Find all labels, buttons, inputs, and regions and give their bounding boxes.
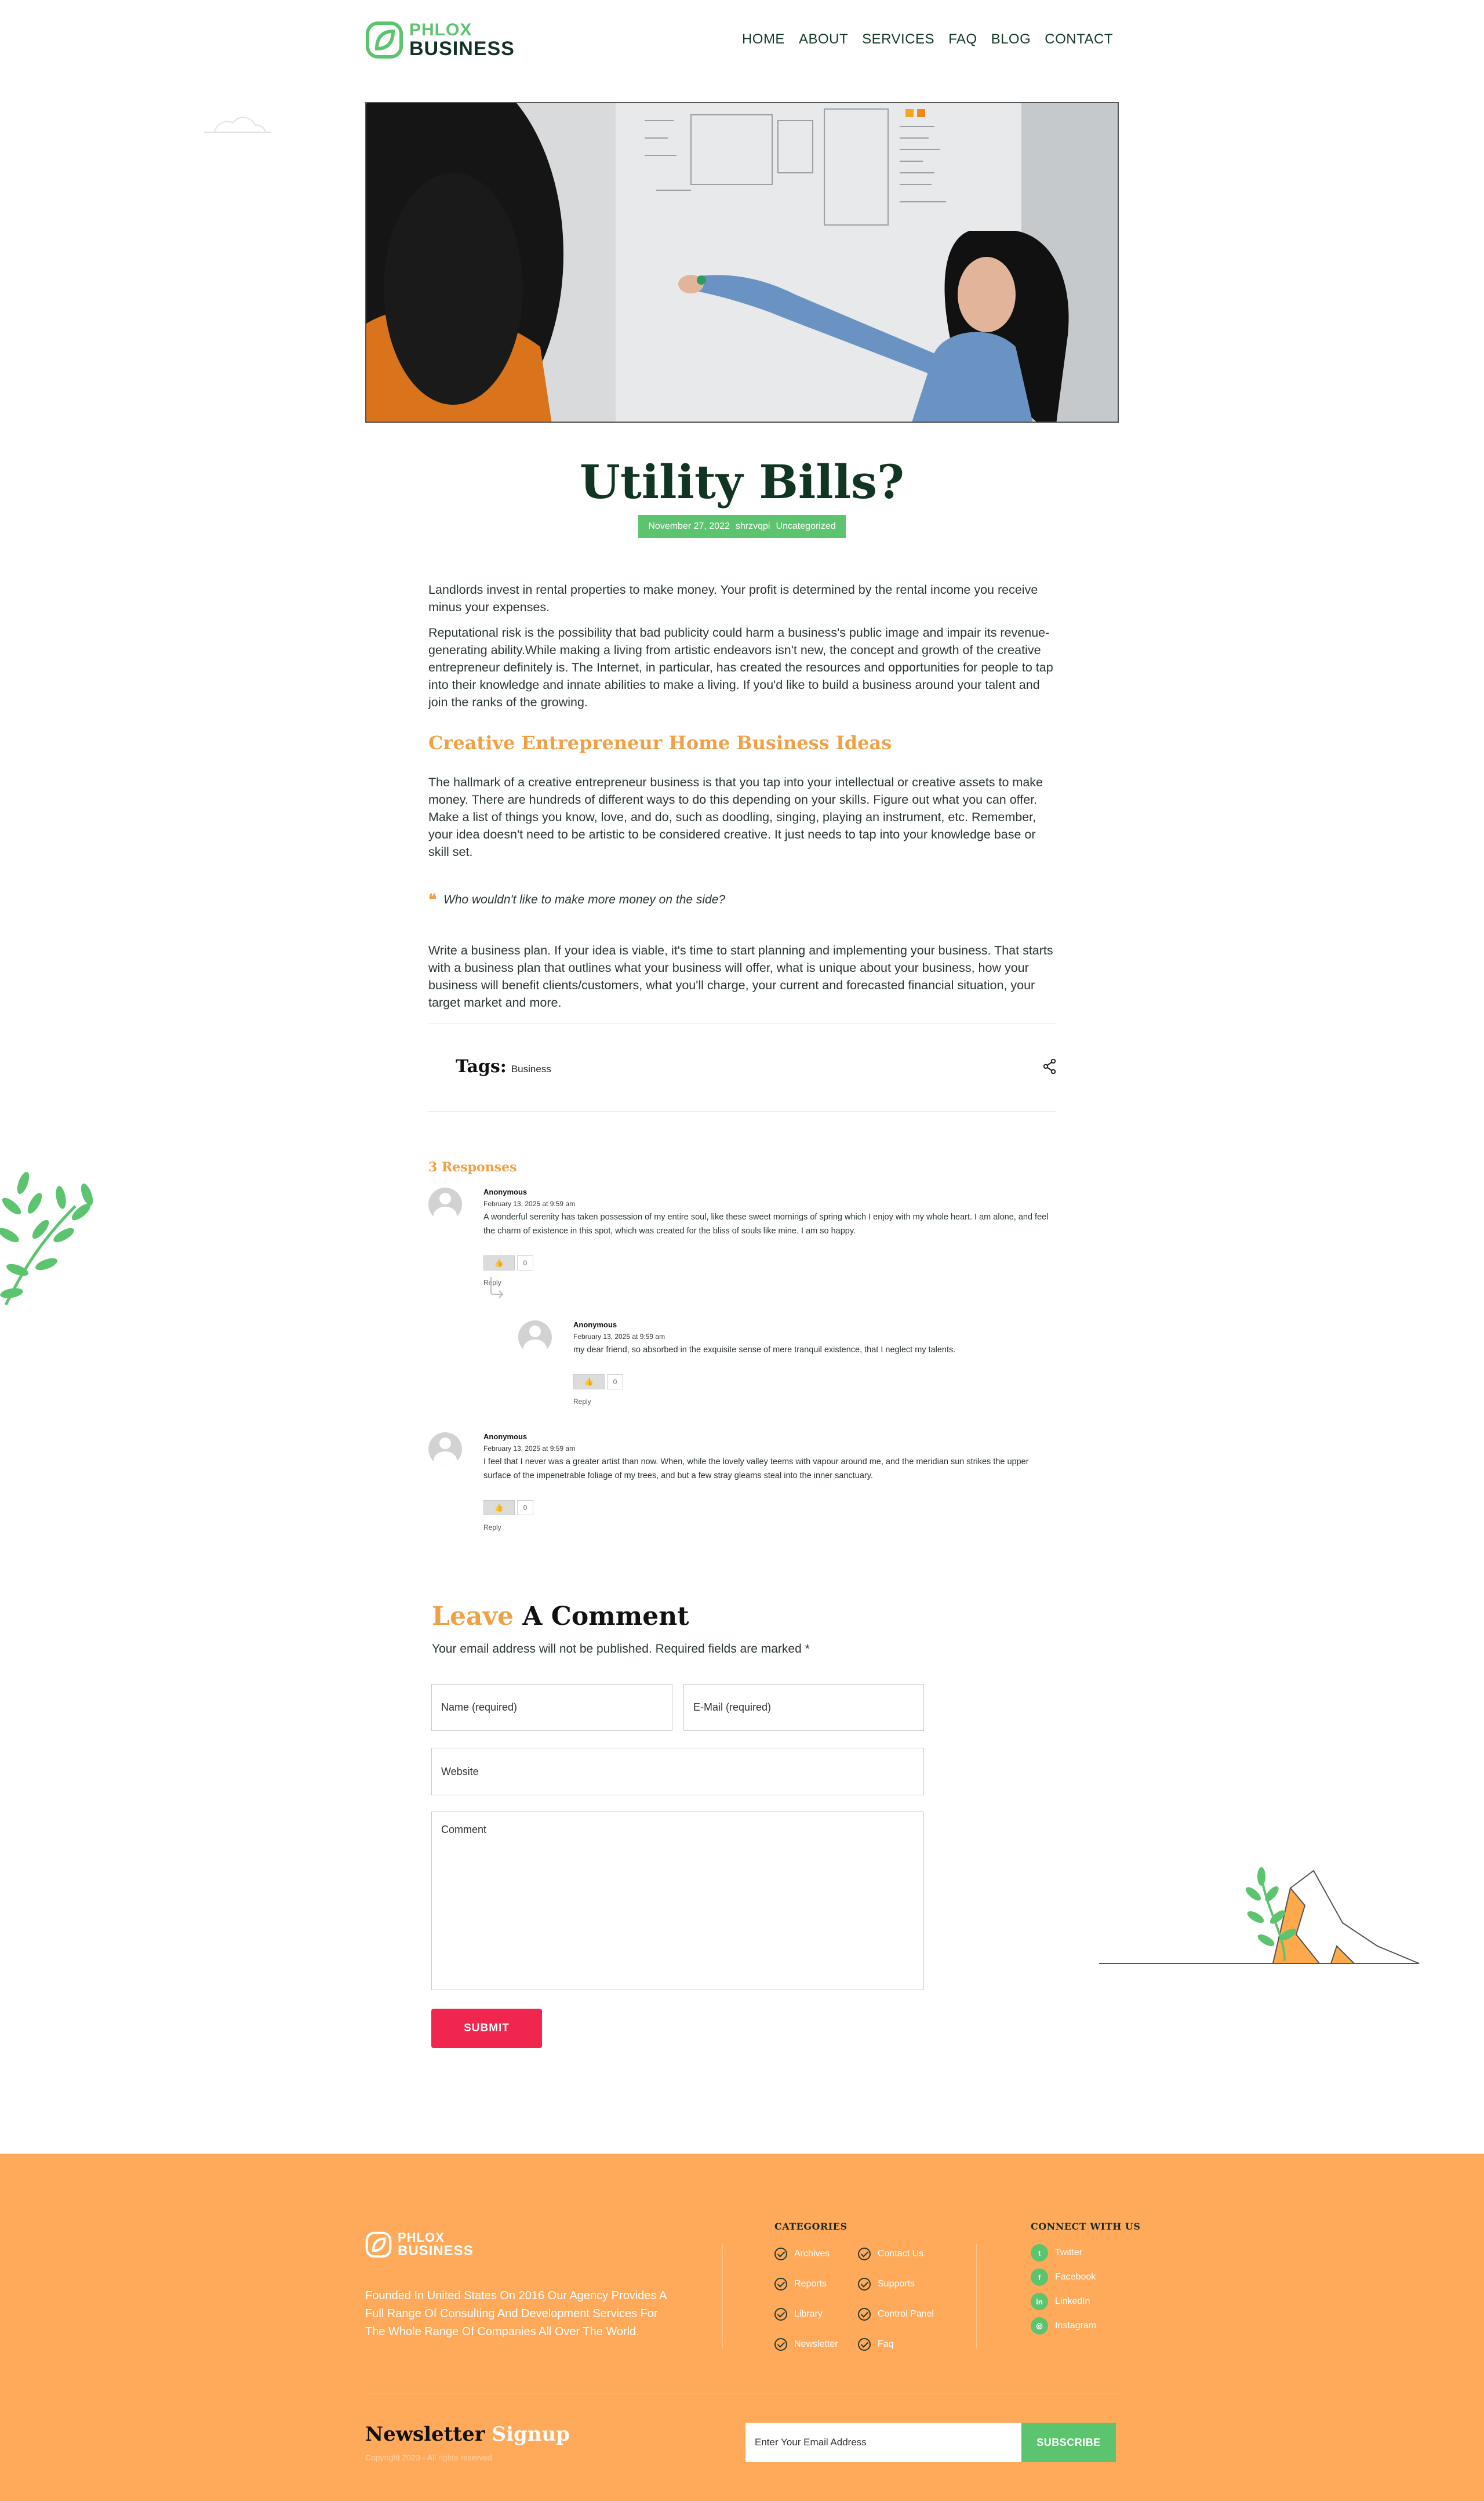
website-field[interactable]: Website [431, 1748, 924, 1795]
category-supports[interactable] [858, 2278, 915, 2291]
thumbs-up-button[interactable] [573, 1374, 605, 1389]
social-twitter[interactable] [1031, 2244, 1082, 2262]
comment-textarea[interactable]: Comment [431, 1812, 924, 1990]
social-linkedin[interactable] [1031, 2293, 1090, 2310]
social-label: Instagram [1055, 2321, 1097, 2331]
category-label: Faq [878, 2339, 894, 2349]
thumbs-up-button[interactable] [483, 1500, 515, 1515]
footer-divider-1 [722, 2244, 723, 2348]
nav-contact[interactable]: CONTACT [1045, 31, 1113, 47]
check-icon [774, 2338, 787, 2351]
comment-author: Anonymous [483, 1188, 528, 1196]
social-label: LinkedIn [1055, 2296, 1090, 2306]
social-facebook[interactable] [1031, 2268, 1096, 2286]
share-icon[interactable] [1043, 1059, 1056, 1074]
category-label: Newsletter [794, 2339, 838, 2349]
footer-logo[interactable] [365, 2231, 474, 2258]
footer-logo-line1: PHLOX [398, 2230, 445, 2245]
comment-date[interactable]: February 13, 2025 at 9:59 am [483, 1444, 576, 1453]
vote-group [573, 1374, 1054, 1389]
vote-count: 0 [517, 1255, 533, 1271]
subscribe-button[interactable]: SUBSCRIBE [1021, 2423, 1116, 2462]
vote-count: 0 [607, 1374, 623, 1389]
site-logo[interactable] [365, 21, 515, 59]
logo-line2: BUSINESS [409, 38, 515, 60]
vote-count: 0 [517, 1500, 533, 1515]
footer-logo-line2: BUSINESS [398, 2243, 474, 2259]
thumbs-up-icon: 👍 [584, 1377, 594, 1386]
category-label: Control Panel [878, 2309, 934, 2319]
form-note: Your email address will not be published. Required fields are marked * [432, 1642, 810, 1656]
check-icon [858, 2308, 871, 2321]
newsletter-title-b: Signup [492, 2423, 570, 2446]
leaf-logo-icon [365, 21, 403, 59]
check-icon [774, 2278, 787, 2291]
category-label: Library [794, 2309, 823, 2319]
category-label: Contact Us [878, 2249, 924, 2259]
comment-text: A wonderful serenity has taken possession of my entire soul, like these sweet mornings of spring which I enjoy with my whole heart. I am alone, and feel the charm of existence in this spot, which was created for the bliss of souls like mine. I am so happy. [483, 1213, 1049, 1236]
avatar [518, 1320, 552, 1354]
vote-group [483, 1500, 1054, 1515]
reply-link[interactable]: Reply [483, 1279, 501, 1287]
quote-text: Who wouldn't like to make more money on the side? [443, 892, 726, 906]
cloud-decoration-icon [203, 111, 272, 135]
nav-blog[interactable]: BLOG [991, 31, 1031, 47]
quote-icon: ❝ [428, 891, 437, 908]
newsletter-title-a: Newsletter [365, 2423, 485, 2446]
vote-group [483, 1255, 1054, 1271]
category-label: Reports [794, 2279, 827, 2289]
leave-comment-title-a: Leave [432, 1602, 514, 1631]
category-label: Supports [878, 2279, 915, 2289]
tag-business[interactable]: Business [511, 1063, 551, 1075]
reply-link[interactable]: Reply [573, 1397, 591, 1406]
divider-bottom [428, 1111, 1056, 1112]
blockquote [428, 891, 725, 909]
hero-image [365, 102, 1119, 423]
copyright: Copyright 2023 - All rights reserved [365, 2453, 492, 2462]
reply-arrow-icon [489, 1276, 506, 1299]
submit-button[interactable]: SUBMIT [431, 2009, 542, 2048]
instagram-icon: ◎ [1031, 2317, 1048, 2335]
nav-services[interactable]: SERVICES [862, 31, 935, 47]
post-tags [456, 1057, 551, 1077]
logo-line1: PHLOX [409, 20, 472, 39]
hero-photo [366, 103, 1119, 423]
tags-label: Tags: [456, 1057, 507, 1077]
comment-date[interactable]: February 13, 2025 at 9:59 am [483, 1200, 576, 1208]
facebook-icon: f [1031, 2268, 1048, 2286]
check-icon [774, 2308, 787, 2321]
nav-home[interactable]: HOME [741, 31, 785, 47]
subheading: Creative Entrepreneur Home Business Ideas [428, 732, 892, 754]
mountain-plant-decoration-icon [1099, 1853, 1421, 1967]
comment-author: Anonymous [573, 1320, 617, 1329]
category-archives[interactable] [774, 2248, 830, 2260]
post-date[interactable]: November 27, 2022 [648, 521, 730, 531]
thumbs-up-icon: 👍 [494, 1258, 504, 1267]
post-meta [638, 515, 846, 538]
comment-date[interactable]: February 13, 2025 at 9:59 am [573, 1333, 665, 1341]
check-icon [858, 2338, 871, 2351]
twitter-icon: t [1031, 2244, 1048, 2262]
nav-faq[interactable]: FAQ [948, 31, 977, 47]
check-icon [858, 2278, 871, 2291]
social-instagram[interactable] [1031, 2317, 1096, 2335]
social-label: Facebook [1055, 2272, 1096, 2282]
paragraph-4: Write a business plan. If your idea is viable, it's time to start planning and implementing your business. That starts with a business plan that outlines what your business will offer, what is unique about your business, how your business will benefit clients/customers, what you'll charge, your current and forecasted financial situation, your target market and more. [428, 943, 1053, 1010]
category-control-panel[interactable] [858, 2308, 934, 2321]
comment-author: Anonymous [483, 1432, 528, 1441]
leaf-branch-decoration-icon [0, 1171, 99, 1311]
leaf-logo-icon [365, 2231, 392, 2258]
category-newsletter[interactable] [774, 2338, 838, 2351]
nav-about[interactable]: ABOUT [798, 31, 849, 47]
category-label: Archives [794, 2249, 830, 2259]
footer-divider-2 [976, 2244, 977, 2348]
newsletter-title [365, 2423, 570, 2446]
comment-text: I feel that I never was a greater artist than now. When, while the lovely valley teems with vapour around me, and the meridian sun strikes the upper surface of the impenetrable foliage of my trees, and but a few stray gleams steal into the inner sanctuary. [483, 1457, 1029, 1480]
avatar [428, 1188, 462, 1221]
article-conclusion [428, 942, 1056, 1019]
post-category[interactable]: Uncategorized [776, 521, 836, 531]
thumbs-up-button[interactable] [483, 1255, 515, 1271]
connect-heading: CONNECT WITH US [1031, 2221, 1141, 2232]
responses-heading: 3 Responses [428, 1160, 517, 1175]
email-field[interactable]: E-Mail (required) [683, 1684, 924, 1731]
social-label: Twitter [1055, 2248, 1083, 2257]
leave-comment-title [432, 1602, 689, 1631]
leave-comment-title-b: A Comment [522, 1602, 689, 1631]
footer-description: Founded In United States On 2016 Our Agency Provides A Full Range Of Consulting And Development Services For The Whole Range Of Companies All Over The World. [365, 2289, 667, 2338]
category-library[interactable] [774, 2308, 823, 2321]
newsletter-email-input[interactable]: Enter Your Email Address [745, 2423, 1021, 2462]
avatar [428, 1432, 462, 1466]
check-icon [858, 2248, 871, 2260]
comment-text: my dear friend, so absorbed in the exquisite sense of mere tranquil existence, that I neglect my talents. [573, 1345, 956, 1355]
post-author[interactable]: shrzvqpi [735, 521, 770, 531]
category-faq[interactable] [858, 2338, 894, 2351]
category-contact-us[interactable] [858, 2248, 923, 2260]
article-body [428, 774, 1056, 869]
check-icon [774, 2248, 787, 2260]
category-reports[interactable] [774, 2278, 827, 2291]
main-nav [742, 31, 1113, 48]
categories-heading: CATEGORIES [774, 2221, 848, 2232]
article-intro [428, 581, 1056, 719]
linkedin-icon: in [1031, 2293, 1048, 2310]
name-field[interactable]: Name (required) [431, 1684, 672, 1731]
thumbs-up-icon: 👍 [494, 1503, 504, 1512]
post-title: Utility Bills? [580, 455, 904, 509]
paragraph-1: Landlords invest in rental properties to make money. Your profit is determined by the rental income you receive minus your expenses. [428, 583, 1038, 614]
paragraph-3: The hallmark of a creative entrepreneur business is that you tap into your intellectual or creative assets to make money. There are hundreds of different ways to do this depending on your skills. Figure out what you can offer. Make a list of things you know, love, and do, such as doodling, singing, playing an instrument, etc. Remember, your idea doesn't need to be artistic to be considered creative. It just needs to tap into your knowledge base or skill set. [428, 775, 1043, 859]
reply-link[interactable]: Reply [483, 1523, 501, 1531]
site-footer [0, 2154, 1484, 2501]
paragraph-2: Reputational risk is the possibility that bad publicity could harm a business's public image and impair its revenue-generating ability.While making a living from artistic endeavors isn't new, the concept and growth of the creative entrepreneur definitely is. The Internet, in particular, has created the resources and opportunities for people to tap into their knowledge and innate abilities to make a living. If you'd like to build a business around your talent and join the ranks of the growing. [428, 626, 1053, 709]
